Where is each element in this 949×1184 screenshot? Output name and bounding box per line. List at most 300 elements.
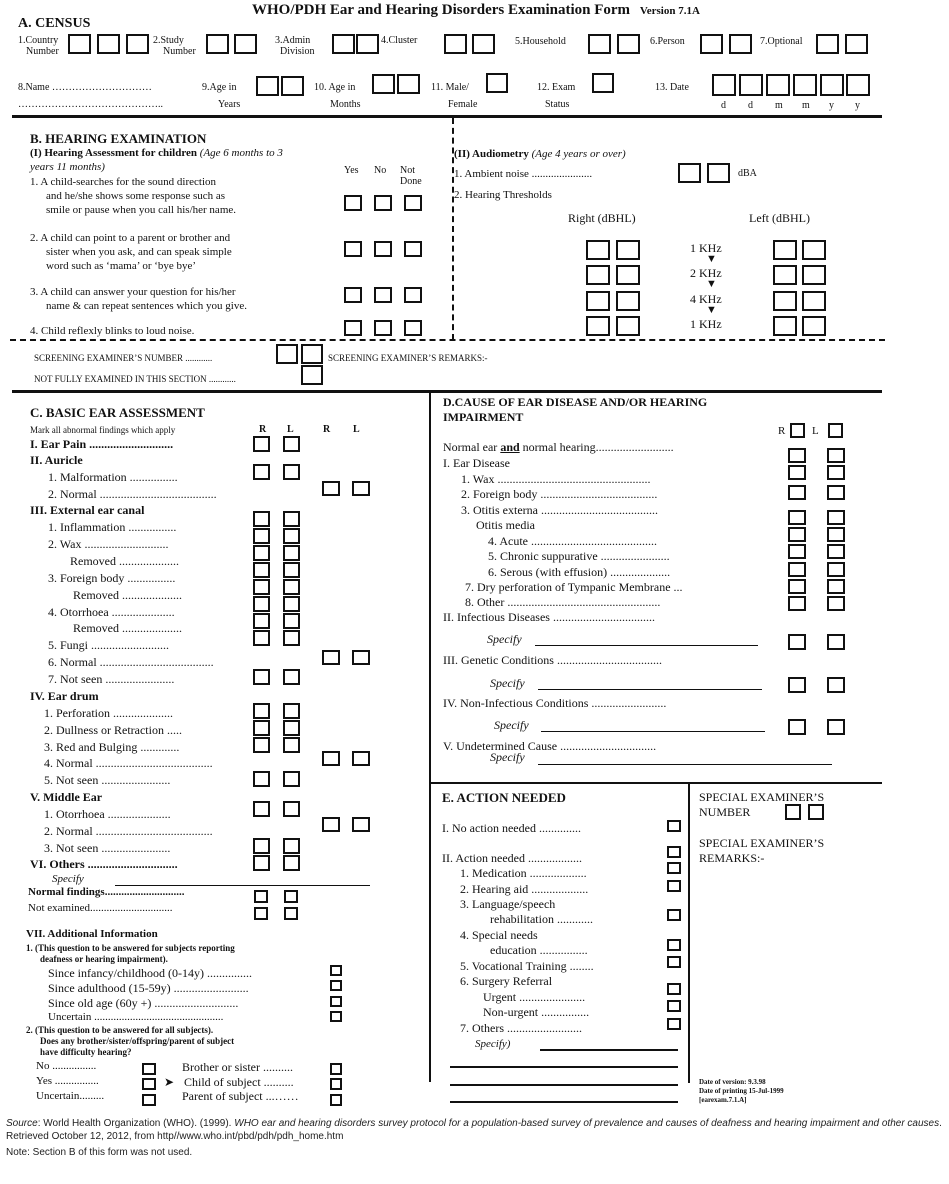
hearing-sub1-bold: (I) Hearing Assessment for children — [30, 147, 198, 159]
col-l-2: L — [353, 424, 360, 435]
language-checkbox[interactable] — [667, 909, 681, 921]
hearing-sub1-italic: (Age 6 months to 3 — [199, 147, 283, 159]
q2-line-a: 2. (This question to be answered for all subjects). — [26, 1025, 214, 1035]
frequency-label: 1 KHz — [690, 241, 722, 255]
foreign-body-label: 3. Foreign body ................ — [48, 571, 176, 585]
country-digit-2[interactable] — [97, 34, 120, 54]
not-examined-label: Not examined.............................. — [28, 902, 173, 914]
q3-not-done-checkbox[interactable] — [404, 287, 422, 303]
cause-externa-r-checkbox[interactable] — [788, 510, 806, 525]
question-1-line-2: and he/she shows some response such as — [46, 190, 226, 202]
person-digit-1[interactable] — [700, 34, 723, 54]
onset-checkbox-2[interactable] — [330, 980, 342, 991]
medication-label: 1. Medication ................... — [460, 866, 587, 880]
date-part-label: m — [802, 100, 810, 111]
cause-normal-l-checkbox[interactable] — [827, 448, 845, 463]
foreign-body-r-checkbox[interactable] — [253, 562, 270, 578]
q1-not-done-checkbox[interactable] — [404, 195, 422, 211]
study-label-2: Number — [163, 46, 196, 57]
cause-genetic-l-checkbox[interactable] — [827, 677, 845, 693]
section-b-bottom-divider — [10, 339, 885, 341]
wax-r-checkbox[interactable] — [253, 528, 270, 544]
foreign-removed-l-checkbox[interactable] — [283, 579, 300, 595]
ear-disease-label: I. Ear Disease — [443, 456, 510, 470]
family-relation-checkbox-3[interactable] — [330, 1094, 342, 1106]
otorrhoea-removed-l-checkbox[interactable] — [283, 613, 300, 629]
uncertain-label: Uncertain ............................................... — [48, 1011, 224, 1023]
optional-digit-1[interactable] — [816, 34, 839, 54]
sex-box[interactable] — [486, 73, 508, 93]
date-part-label: d — [721, 100, 726, 111]
middle-otorrhoea-l-checkbox[interactable] — [283, 801, 300, 817]
left-threshold-2-digit-1[interactable] — [773, 265, 797, 285]
ambient-digit-2[interactable] — [707, 163, 730, 183]
action-heading: E. ACTION NEEDED — [442, 790, 566, 805]
question-2-line-1: 2. A child can point to a parent or brother and — [30, 232, 231, 244]
special-number-label-2: NUMBER — [699, 805, 751, 819]
q4-no-checkbox[interactable] — [374, 320, 392, 336]
right-threshold-4-digit-1[interactable] — [586, 316, 610, 336]
basic-ear-heading: C. BASIC EAR ASSESSMENT — [30, 405, 205, 420]
inflammation-l-checkbox[interactable] — [283, 511, 300, 527]
form-code: [earexam.7.1.A] — [699, 1096, 747, 1104]
cause-chronic-r-checkbox[interactable] — [788, 544, 806, 559]
malformation-r-checkbox[interactable] — [253, 464, 270, 480]
source-title: WHO ear and hearing disorders survey protocol for a population-based survey of prevalence and causes of deafness and hearing impairment and — [234, 1118, 880, 1129]
cause-noninf-l-checkbox[interactable] — [827, 719, 845, 735]
date-digit-3[interactable] — [766, 74, 790, 96]
middle-not-seen-r-checkbox[interactable] — [253, 838, 270, 854]
genetic-specify-line[interactable] — [538, 689, 762, 690]
exam-status-box[interactable] — [592, 73, 614, 93]
foreign-body-l-checkbox[interactable] — [283, 562, 300, 578]
noninf-specify-label: Specify — [494, 718, 529, 732]
optional-label: 7.Optional — [760, 36, 803, 47]
col-l-1: L — [287, 424, 294, 435]
perforation-l-checkbox[interactable] — [283, 703, 300, 719]
left-threshold-3-digit-2[interactable] — [802, 291, 826, 311]
action-line-3[interactable] — [450, 1101, 678, 1103]
wax-label: 2. Wax ............................ — [48, 537, 169, 551]
middle-normal-l-checkbox[interactable] — [352, 817, 370, 832]
date-part-label: y — [829, 100, 834, 111]
onset-checkbox-4[interactable] — [330, 1011, 342, 1022]
q4-not-done-checkbox[interactable] — [404, 320, 422, 336]
name-field[interactable]: ………………………… — [51, 82, 152, 93]
household-digit-1[interactable] — [588, 34, 611, 54]
admin-digit-2[interactable] — [356, 34, 379, 54]
otorrhoea-label: 4. Otorrhoea ..................... — [48, 605, 175, 619]
name-label-text: 8.Name — [18, 82, 50, 93]
family-relation-checkbox-2[interactable] — [330, 1078, 342, 1090]
q2-no-checkbox[interactable] — [374, 241, 392, 257]
q1-yes-checkbox[interactable] — [344, 195, 362, 211]
print-date: Date of printing 15-Jul-1999 — [699, 1087, 784, 1095]
middle-ear-label: V. Middle Ear — [30, 790, 103, 804]
section-e-divider — [688, 783, 690, 1083]
perforation-r-checkbox[interactable] — [253, 703, 270, 719]
question-2-line-3: word such as ‘mama’ or ‘bye bye’ — [46, 260, 197, 272]
study-label-1: 2.Study — [153, 35, 184, 46]
cause-normal-r-checkbox[interactable] — [788, 448, 806, 463]
otorrhoea-removed-r-checkbox[interactable] — [253, 613, 270, 629]
family-no-label: No ................ — [36, 1060, 97, 1072]
screening-number-digit-2[interactable] — [301, 344, 323, 364]
cause-genetic-r-checkbox[interactable] — [788, 677, 806, 693]
question-3-line-2: name & can repeat sentences which you give. — [46, 300, 247, 312]
name-field-2[interactable]: …………………………………….. — [18, 99, 163, 110]
cause-dry-l-checkbox[interactable] — [827, 579, 845, 594]
fungi-label: 5. Fungi .......................... — [48, 638, 170, 652]
question-2-line-2: sister when you ask, and can speak simple — [46, 246, 232, 258]
admin-label — [275, 35, 314, 57]
right-threshold-2-digit-2[interactable] — [616, 265, 640, 285]
left-threshold-4-digit-2[interactable] — [802, 316, 826, 336]
study-digit-1[interactable] — [206, 34, 229, 54]
otitis-media-label: Otitis media — [476, 518, 535, 532]
family-answer-checkbox-2[interactable] — [142, 1078, 156, 1090]
admin-digit-1[interactable] — [332, 34, 355, 54]
hearing-sub1 — [30, 147, 283, 159]
malformation-label: 1. Malformation ................ — [48, 470, 178, 484]
name-label — [18, 82, 152, 93]
country-digit-3[interactable] — [126, 34, 149, 54]
onset-checkbox-1[interactable] — [330, 965, 342, 976]
right-dbhl-label: Right (dBHL) — [568, 211, 636, 225]
cause-heading-1: D.CAUSE OF EAR DISEASE AND/OR HEARING — [443, 395, 708, 409]
infectious-specify-label: Specify — [487, 632, 522, 646]
right-threshold-1-digit-2[interactable] — [616, 240, 640, 260]
not-examined-r-checkbox[interactable] — [254, 907, 268, 920]
screening-number-digit-1[interactable] — [276, 344, 298, 364]
cause-serous-l-checkbox[interactable] — [827, 562, 845, 577]
ear-pain-l-checkbox[interactable] — [283, 436, 300, 452]
left-threshold-3-digit-1[interactable] — [773, 291, 797, 311]
hearing-aid-label: 2. Hearing aid ................... — [460, 882, 589, 896]
q1-line-a: 1. (This question to be answered for subjects reporting — [26, 943, 235, 953]
canal-not-seen-l-checkbox[interactable] — [283, 669, 300, 685]
source-title-2: other causes — [881, 1118, 940, 1129]
person-digit-2[interactable] — [729, 34, 752, 54]
otitis-externa-label: 3. Otitis externa ....................................... — [461, 503, 658, 517]
basic-ear-instruction: Mark all abnormal findings which apply — [30, 425, 176, 435]
right-threshold-3-digit-1[interactable] — [586, 291, 610, 311]
arrow-right-icon: ➤ — [164, 1075, 175, 1089]
cause-wax-l-checkbox[interactable] — [827, 465, 845, 480]
question-1-line-3: smile or pause when you call his/her name. — [46, 204, 237, 216]
cause-other-label: 8. Other ................................................... — [465, 595, 661, 609]
col-yes: Yes — [344, 165, 359, 176]
section-d-bottom-divider — [430, 782, 882, 784]
cause-noninf-r-checkbox[interactable] — [788, 719, 806, 735]
left-threshold-4-digit-1[interactable] — [773, 316, 797, 336]
special-number-digit-1[interactable] — [785, 804, 801, 820]
otorrhoea-r-checkbox[interactable] — [253, 596, 270, 612]
hearing-sub1-italic2: years 11 months) — [30, 161, 105, 173]
non-urgent-checkbox[interactable] — [667, 1000, 681, 1012]
red-bulging-l-checkbox[interactable] — [283, 737, 300, 753]
normal-ear-and: and — [500, 440, 520, 454]
cause-chronic-l-checkbox[interactable] — [827, 544, 845, 559]
action-specify-line[interactable] — [540, 1049, 678, 1051]
foreign-removed-label: Removed .................... — [73, 588, 182, 602]
normal-findings-l-checkbox[interactable] — [284, 890, 298, 903]
onset-checkbox-3[interactable] — [330, 996, 342, 1007]
others-checkbox[interactable] — [667, 1018, 681, 1030]
q1-line-b: deafness or hearing impairment). — [40, 954, 168, 964]
ambient-digit-1[interactable] — [678, 163, 701, 183]
person-label: 6.Person — [650, 36, 685, 47]
drum-not-seen-label: 5. Not seen ....................... — [44, 773, 171, 787]
cause-foreign-r-checkbox[interactable] — [788, 485, 806, 500]
special-remarks-label-2: REMARKS:- — [699, 851, 765, 865]
age-months-sub: Months — [330, 99, 361, 110]
cluster-digit-1[interactable] — [444, 34, 467, 54]
source-author: : World Health Organization (WHO). (1999). — [37, 1118, 235, 1129]
action-line-2[interactable] — [450, 1084, 678, 1086]
cause-acute-l-checkbox[interactable] — [827, 527, 845, 542]
ear-pain-r-checkbox[interactable] — [253, 436, 270, 452]
ear-pain-label: I. Ear Pain ............................ — [30, 437, 174, 451]
action-line-1[interactable] — [450, 1066, 678, 1068]
fungi-l-checkbox[interactable] — [283, 630, 300, 646]
column-divider — [429, 392, 431, 1082]
urgent-checkbox[interactable] — [667, 983, 681, 995]
dullness-l-checkbox[interactable] — [283, 720, 300, 736]
country-label-2: Number — [26, 46, 59, 57]
others-label: VI. Others .............................. — [30, 857, 178, 871]
q3-no-checkbox[interactable] — [374, 287, 392, 303]
date-digit-2[interactable] — [739, 74, 763, 96]
cause-infectious-r-checkbox[interactable] — [788, 634, 806, 650]
household-digit-2[interactable] — [617, 34, 640, 54]
action-needed-checkbox[interactable] — [667, 846, 681, 858]
drum-normal-r-checkbox[interactable] — [322, 751, 340, 766]
admin-label-2: Division — [280, 46, 315, 57]
dullness-label: 2. Dullness or Retraction ..... — [44, 723, 182, 737]
non-infectious-label: IV. Non-Infectious Conditions ......................... — [443, 696, 667, 710]
canal-normal-r-checkbox[interactable] — [322, 650, 340, 665]
infancy-label: Since infancy/childhood (0-14y) ............... — [48, 966, 252, 980]
canal-normal-l-checkbox[interactable] — [352, 650, 370, 665]
special-needs-checkbox[interactable] — [667, 939, 681, 951]
date-digit-5[interactable] — [820, 74, 844, 96]
undetermined-specify-line[interactable] — [538, 764, 832, 765]
undetermined-label: V. Undetermined Cause ................................ — [443, 739, 657, 753]
middle-normal-r-checkbox[interactable] — [322, 817, 340, 832]
admin-label-1: 3.Admin — [275, 35, 311, 46]
cause-header-r-box[interactable] — [790, 423, 805, 438]
middle-not-seen-l-checkbox[interactable] — [283, 838, 300, 854]
hearing-aid-checkbox[interactable] — [667, 880, 681, 892]
no-action-checkbox[interactable] — [667, 820, 681, 832]
otorrhoea-removed-label: Removed .................... — [73, 621, 182, 635]
language-label-2: rehabilitation ............ — [490, 912, 593, 926]
footer-note: Note: Section B of this form was not used. — [6, 1147, 193, 1158]
wax-removed-label: Removed .................... — [70, 554, 179, 568]
cause-header-l-box[interactable] — [828, 423, 843, 438]
arrow-down-icon: ▼ — [706, 278, 717, 290]
cause-foreign-l-checkbox[interactable] — [827, 485, 845, 500]
left-dbhl-label: Left (dBHL) — [749, 211, 810, 225]
foreign-removed-r-checkbox[interactable] — [253, 579, 270, 595]
form-title — [252, 2, 700, 19]
cause-dry-r-checkbox[interactable] — [788, 579, 806, 594]
age-months-digit-2[interactable] — [397, 74, 420, 94]
special-number-digit-2[interactable] — [808, 804, 824, 820]
others-r-checkbox[interactable] — [253, 855, 270, 871]
source-label: Source — [6, 1118, 38, 1129]
right-threshold-1-digit-1[interactable] — [586, 240, 610, 260]
audiometry-bold: (II) Audiometry — [454, 148, 529, 160]
genetic-specify-label: Specify — [490, 676, 525, 690]
cause-heading-2: IMPAIRMENT — [443, 410, 524, 424]
q4-yes-checkbox[interactable] — [344, 320, 362, 336]
right-threshold-2-digit-1[interactable] — [586, 265, 610, 285]
cause-wax-r-checkbox[interactable] — [788, 465, 806, 480]
age-years-sub: Years — [218, 99, 241, 110]
auricle-normal-r-checkbox[interactable] — [322, 481, 340, 496]
age-years-digit-2[interactable] — [281, 76, 304, 96]
exam-status-label: 12. Exam — [537, 82, 576, 93]
cause-serous-r-checkbox[interactable] — [788, 562, 806, 577]
screening-number-label: SCREENING EXAMINER’S NUMBER ............ — [34, 353, 213, 363]
normal-ear-a: Normal ear — [443, 440, 501, 454]
auricle-normal-label: 2. Normal ....................................... — [48, 487, 217, 501]
cause-acute-r-checkbox[interactable] — [788, 527, 806, 542]
audiometry-heading — [454, 148, 626, 160]
cause-heading — [443, 395, 707, 425]
question-3-line-1: 3. A child can answer your question for his/her — [30, 286, 236, 298]
infectious-specify-line[interactable] — [535, 645, 758, 646]
arrow-down-icon: ▼ — [706, 304, 717, 316]
inflammation-label: 1. Inflammation ................ — [48, 520, 177, 534]
age-months-digit-1[interactable] — [372, 74, 395, 94]
date-part-label: y — [855, 100, 860, 111]
date-digit-6[interactable] — [846, 74, 870, 96]
vocational-checkbox[interactable] — [667, 956, 681, 968]
cause-col-l: L — [812, 425, 819, 437]
source-citation — [6, 1117, 946, 1143]
frequency-label: 1 KHz — [690, 317, 722, 331]
drum-normal-l-checkbox[interactable] — [352, 751, 370, 766]
not-examined-l-checkbox[interactable] — [284, 907, 298, 920]
normal-findings-r-checkbox[interactable] — [254, 890, 268, 903]
q1-no-checkbox[interactable] — [374, 195, 392, 211]
frequency-label: 2 KHz — [690, 266, 722, 280]
cause-infectious-l-checkbox[interactable] — [827, 634, 845, 650]
date-part-label: m — [775, 100, 783, 111]
source-retrieved: . Retrieved October 12, 2012, from http//www.who.int/pbd/pdh/pdh_home.htm — [6, 1118, 942, 1142]
col-not: Not — [400, 165, 415, 176]
others-specify-label: Specify — [52, 873, 84, 885]
drum-normal-label: 4. Normal ....................................... — [44, 756, 213, 770]
left-threshold-1-digit-1[interactable] — [773, 240, 797, 260]
cause-other-l-checkbox[interactable] — [827, 596, 845, 611]
chronic-label: 5. Chronic suppurative ....................... — [488, 549, 670, 563]
form-version: Version 7.1A — [639, 5, 700, 17]
middle-otorrhoea-label: 1. Otorrhoea ..................... — [44, 807, 171, 821]
child-label: Child of subject .......... — [184, 1075, 294, 1089]
col-r-1: R — [259, 424, 267, 435]
normal-ear-label — [443, 440, 674, 455]
q2-not-done-checkbox[interactable] — [404, 241, 422, 257]
fungi-r-checkbox[interactable] — [253, 630, 270, 646]
family-answer-checkbox-3[interactable] — [142, 1094, 156, 1106]
col-no: No — [374, 165, 387, 176]
auricle-normal-l-checkbox[interactable] — [352, 481, 370, 496]
inflammation-r-checkbox[interactable] — [253, 511, 270, 527]
middle-normal-label: 2. Normal ....................................... — [44, 824, 213, 838]
country-label — [18, 35, 59, 57]
family-relation-checkbox-1[interactable] — [330, 1063, 342, 1075]
wax-removed-l-checkbox[interactable] — [283, 545, 300, 561]
drum-not-seen-r-checkbox[interactable] — [253, 771, 270, 787]
date-digit-1[interactable] — [712, 74, 736, 96]
sex-label: 11. Male/ — [431, 82, 469, 93]
dry-perforation-label: 7. Dry perforation of Tympanic Membrane ... — [465, 580, 683, 594]
additional-heading: VII. Additional Information — [26, 928, 158, 940]
middle-otorrhoea-r-checkbox[interactable] — [253, 801, 270, 817]
not-fully-examined-box[interactable] — [301, 365, 323, 385]
left-threshold-2-digit-2[interactable] — [802, 265, 826, 285]
right-threshold-4-digit-2[interactable] — [616, 316, 640, 336]
cause-other-r-checkbox[interactable] — [788, 596, 806, 611]
non-urgent-label: Non-urgent ................ — [483, 1005, 590, 1019]
household-label: 5.Household — [515, 36, 566, 47]
title-text: WHO/PDH Ear and Hearing Disorders Examination Form — [252, 2, 631, 18]
family-answer-checkbox-1[interactable] — [142, 1063, 156, 1075]
red-bulging-r-checkbox[interactable] — [253, 737, 270, 753]
family-uncertain-label: Uncertain......... — [36, 1090, 105, 1102]
country-digit-1[interactable] — [68, 34, 91, 54]
optional-digit-2[interactable] — [845, 34, 868, 54]
canal-normal-label: 6. Normal ...................................... — [48, 655, 214, 669]
cause-externa-l-checkbox[interactable] — [827, 510, 845, 525]
q2-line-c: have difficulty hearing? — [40, 1047, 132, 1057]
otorrhoea-l-checkbox[interactable] — [283, 596, 300, 612]
wax-l-checkbox[interactable] — [283, 528, 300, 544]
family-yes-label: Yes ................ — [36, 1075, 99, 1087]
language-label-1: 3. Language/speech — [460, 897, 556, 911]
right-threshold-3-digit-2[interactable] — [616, 291, 640, 311]
question-4: 4. Child reflexly blinks to loud noise. — [30, 325, 195, 337]
census-heading: A. CENSUS — [18, 16, 91, 31]
others-l-checkbox[interactable] — [283, 855, 300, 871]
study-digit-2[interactable] — [234, 34, 257, 54]
q2-line-b: Does any brother/sister/offspring/parent of subject — [40, 1036, 235, 1046]
wax-removed-r-checkbox[interactable] — [253, 545, 270, 561]
medication-checkbox[interactable] — [667, 862, 681, 874]
canal-not-seen-r-checkbox[interactable] — [253, 669, 270, 685]
age-years-digit-1[interactable] — [256, 76, 279, 96]
no-action-label: I. No action needed .............. — [442, 821, 581, 835]
noninf-specify-line[interactable] — [541, 731, 765, 732]
q2-yes-checkbox[interactable] — [344, 241, 362, 257]
drum-not-seen-l-checkbox[interactable] — [283, 771, 300, 787]
date-digit-4[interactable] — [793, 74, 817, 96]
exam-status-sub: Status — [545, 99, 570, 110]
malformation-l-checkbox[interactable] — [283, 464, 300, 480]
col-not-done — [400, 165, 422, 187]
middle-not-seen-label: 3. Not seen ....................... — [44, 841, 171, 855]
action-needed-label: II. Action needed .................. — [442, 851, 582, 865]
left-threshold-1-digit-2[interactable] — [802, 240, 826, 260]
q3-yes-checkbox[interactable] — [344, 287, 362, 303]
cluster-digit-2[interactable] — [472, 34, 495, 54]
dullness-r-checkbox[interactable] — [253, 720, 270, 736]
red-bulging-label: 3. Red and Bulging ............. — [44, 740, 180, 754]
